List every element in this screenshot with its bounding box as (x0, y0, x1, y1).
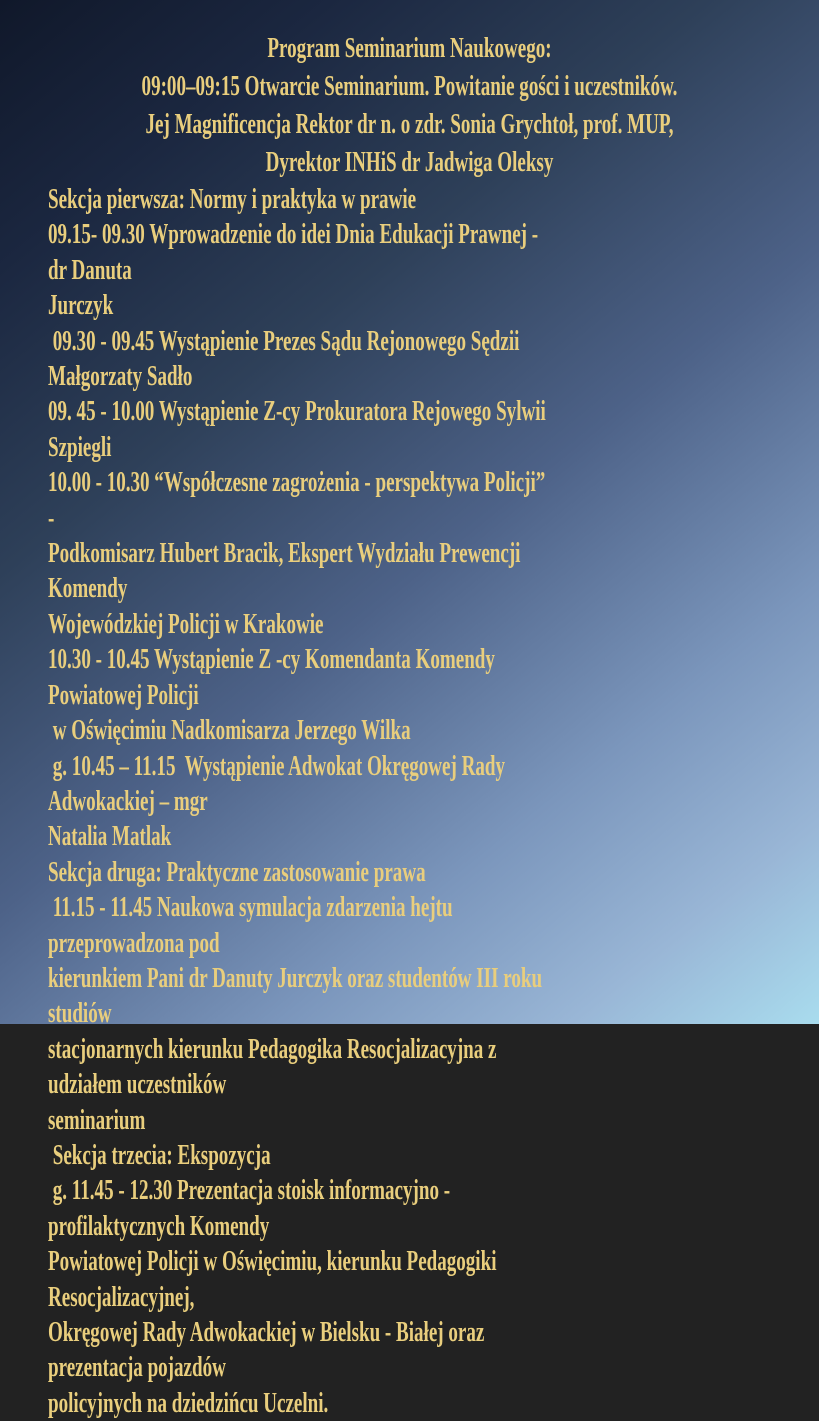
program-title: Program Seminarium Naukowego: (267, 33, 552, 64)
guests-line-1: Jej Magnificencja Rektor dr n. o zdr. Sonia Grychtoł, prof. MUP, (145, 109, 674, 140)
schedule-item-1030-komenda-powiatowa: 10.30 - 10.45 Wystąpienie Z -cy Komendanta Komendy Powiatowej Policji w Oświęcimiu Nadkomisarza Jerzego Wilka (48, 644, 495, 747)
schedule-item-1045-adwokat: g. 10.45 – 11.15 Wystąpienie Adwokat Okręgowej Rady Adwokackiej – mgr Natalia Matlak (48, 750, 505, 853)
poster-header (0, 30, 819, 182)
schedule-item-1000-policja-wyklad: 10.00 - 10.30 “Współczesne zagrożenia - perspektywa Policji” - Podkomisarz Hubert Bracik, Ekspert Wydziału Prewencji Komendy Wojewódzkiej Policji w Krakowie (48, 467, 546, 640)
guests-line-2: Dyrektor INHiS dr Jadwiga Oleksy (265, 147, 554, 178)
schedule-item-1115-symulacja: 11.15 - 11.45 Naukowa symulacja zdarzenia hejtu przeprowadzona pod kierunkiem Pani dr Danuty Jurczyk oraz studentów III roku studiów stacjonarnych kierunku Pedagogika Resocjalizacyjna z udziałem uczestników seminarium (48, 892, 543, 1136)
schedule-item-0930-sad-rejonowy: 09.30 - 09.45 Wystąpienie Prezes Sądu Rejonowego Sędzii Małgorzaty Sadło (48, 325, 525, 393)
schedule-item-0945-prokuratura: 09. 45 - 10.00 Wystąpienie Z-cy Prokuratora Rejowego Sylwii Szpiegli (48, 396, 551, 463)
opening-line: 09:00–09:15 Otwarcie Seminarium. Powitanie gości i uczestników. (141, 71, 678, 102)
schedule-item-1145-ekspozycja: g. 11.45 - 12.30 Prezentacja stoisk informacyjno - profilaktycznych Komendy Powiatowej Policji w Oświęcimiu, kierunku Pedagogiki Resocjalizacyjnej, Okręgowej Rady Adwokackiej w Bielsku - Białej oraz prezentacja pojazdów policyjnych na dziedzińcu Uczelni. (48, 1175, 497, 1419)
section-2-heading: Sekcja druga: Praktyczne zastosowanie prawa (48, 856, 426, 888)
schedule-item-0915-intro: 09.15- 09.30 Wprowadzenie do idei Dnia Edukacji Prawnej - dr Danuta Jurczyk (48, 219, 539, 322)
program-schedule (48, 182, 789, 1421)
section-1-heading: Sekcja pierwsza: Normy i praktyka w prawie (48, 184, 417, 215)
section-3-heading: Sekcja trzecia: Ekspozycja (48, 1139, 271, 1171)
